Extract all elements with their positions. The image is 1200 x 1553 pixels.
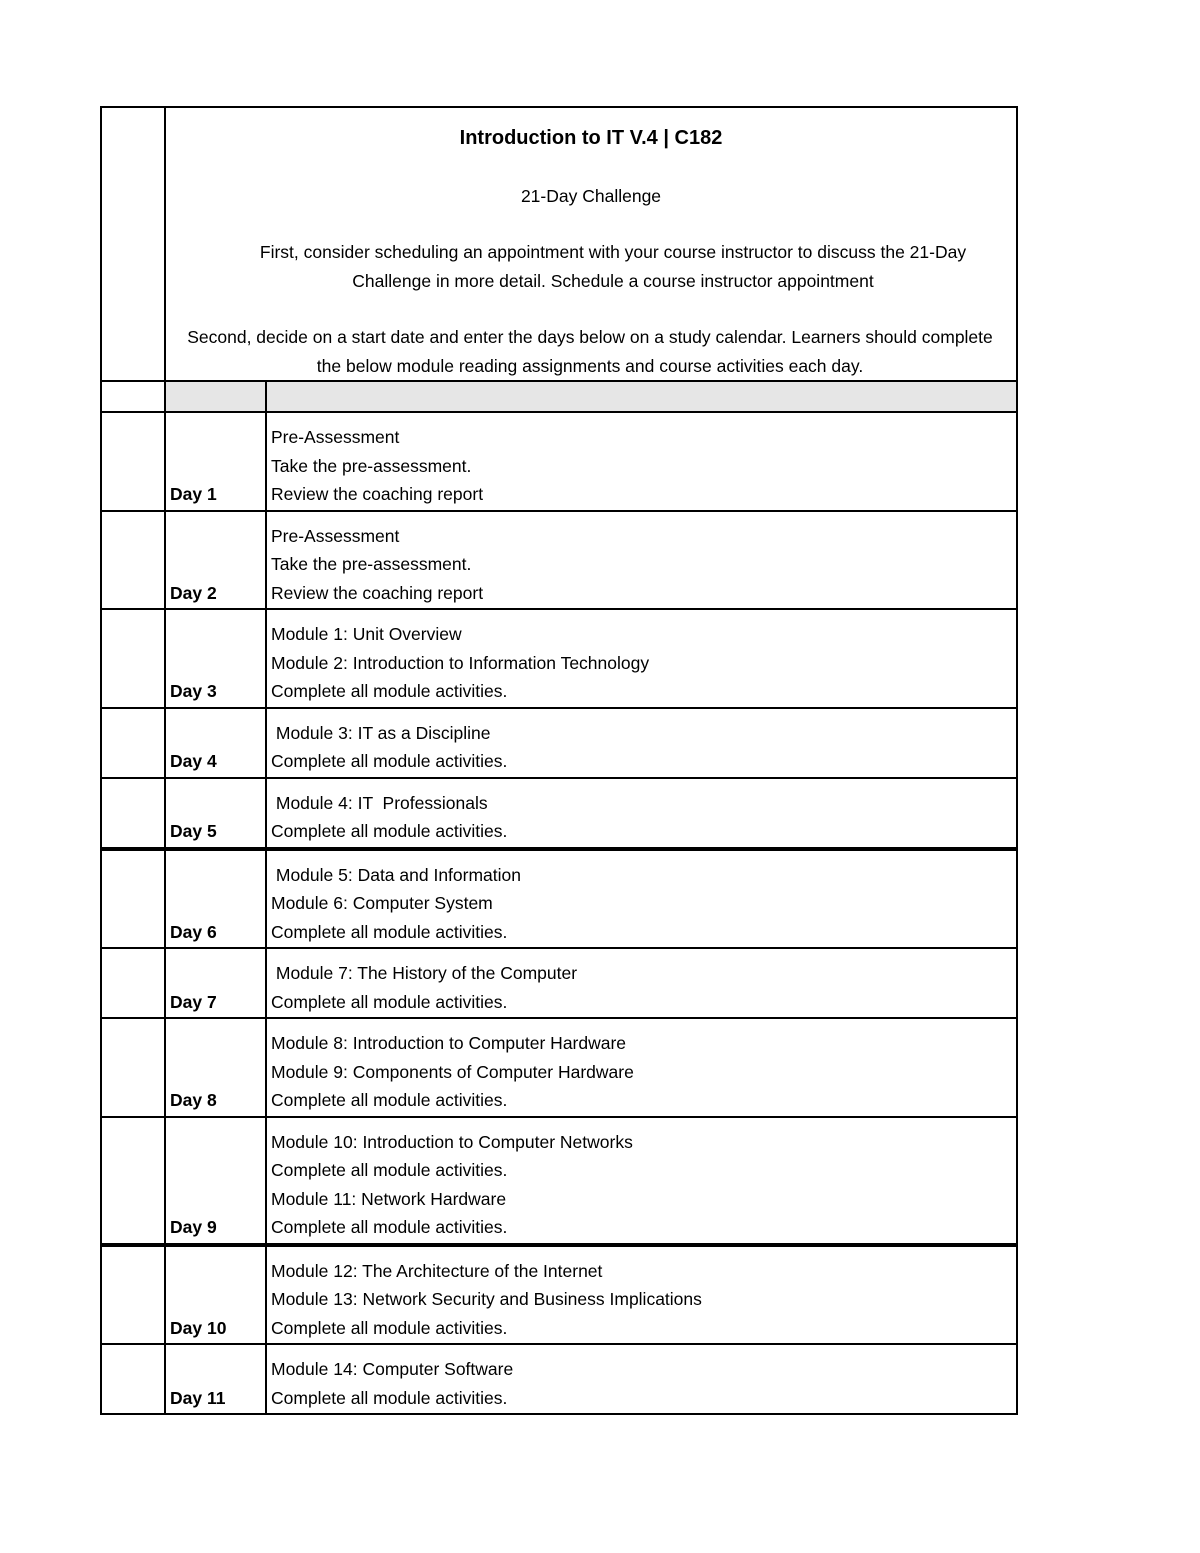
task-line: Pre-Assessment [271,525,400,546]
task-line: Complete all module activities. [271,821,508,841]
task-line: Complete all module activities. [271,1090,508,1110]
column-header-row [101,381,1017,412]
day-tasks [266,948,1017,1018]
day-label: Day 3 [165,609,266,708]
blank-cell [101,1344,165,1414]
task-line: Complete all module activities. [271,1217,508,1237]
blank-cell [101,1245,165,1345]
task-line: Complete all module activities. [271,681,508,701]
shaded-header-cell [165,381,266,412]
task-line: Module 13: Network Security and Business Implications [271,1289,702,1309]
day-tasks [266,609,1017,708]
task-line: Module 6: Computer System [271,893,493,913]
task-line: Module 8: Introduction to Computer Hardware [271,1033,627,1053]
blank-cell [101,381,165,412]
task-line: Review the coaching report [271,582,484,603]
blank-cell [101,708,165,778]
task-line: Complete all module activities. [271,1317,508,1338]
task-line: Module 14: Computer Software [271,1359,514,1379]
task-line: Take the pre-assessment. [271,554,472,574]
instruction-paragraph-2: Second, decide on a start date and enter the days below on a study calendar. Learners should complete the below module reading assignments and course activities each day. [187,327,993,376]
day-tasks [266,849,1017,949]
day-row [101,412,1017,511]
blank-cell [101,1018,165,1117]
day-row [101,1245,1017,1345]
day-tasks [266,778,1017,849]
day-row [101,948,1017,1018]
blank-cell [101,107,165,381]
task-line: Module 5: Data and Information [271,864,522,885]
task-line: Complete all module activities. [271,921,508,942]
day-label: Day 8 [165,1018,266,1117]
task-line: Module 4: IT Professionals [271,792,488,813]
day-row [101,1117,1017,1245]
day-label: Day 4 [165,708,266,778]
day-tasks [266,1245,1017,1345]
challenge-table [100,106,1018,1415]
header-row [101,107,1017,381]
day-label: Day 10 [165,1245,266,1345]
task-line: Module 10: Introduction to Computer Networks [271,1131,633,1152]
document-title: Introduction to IT V.4 | C182 [459,127,723,149]
task-line: Review the coaching report [271,484,484,504]
task-line: Complete all module activities. [271,1387,508,1408]
blank-cell [101,1117,165,1245]
day-label: Day 7 [165,948,266,1018]
task-line: Module 12: The Architecture of the Internet [271,1260,603,1281]
day-label: Day 6 [165,849,266,949]
day-tasks [266,1344,1017,1414]
task-line: Complete all module activities. [271,751,508,771]
task-line: Module 1: Unit Overview [271,624,462,644]
shaded-header-cell [266,381,1017,412]
task-line: Module 3: IT as a Discipline [271,722,491,743]
instruction-paragraph-1: First, consider scheduling an appointment with your course instructor to discuss the 21-Day Challenge in more detail. Schedule a course instructor appointment [259,242,967,291]
day-row [101,708,1017,778]
blank-cell [101,948,165,1018]
task-line: Module 2: Introduction to Information Technology [271,652,650,673]
day-tasks [266,412,1017,511]
day-tasks [266,1018,1017,1117]
day-label: Day 11 [165,1344,266,1414]
day-row [101,609,1017,708]
header-cell [165,107,1017,381]
day-row [101,1344,1017,1414]
day-tasks [266,1117,1017,1245]
task-line: Pre-Assessment [271,427,400,447]
day-label: Day 1 [165,412,266,511]
blank-cell [101,412,165,511]
task-line: Module 9: Components of Computer Hardware [271,1061,634,1082]
blank-cell [101,778,165,849]
task-line: Complete all module activities. [271,1160,508,1180]
blank-cell [101,511,165,610]
day-row [101,1018,1017,1117]
task-line: Take the pre-assessment. [271,455,472,476]
day-label: Day 9 [165,1117,266,1245]
day-label: Day 5 [165,778,266,849]
task-line: Complete all module activities. [271,991,508,1012]
task-line: Module 7: The History of the Computer [271,963,578,983]
day-row [101,778,1017,849]
task-line: Module 11: Network Hardware [271,1188,507,1209]
blank-cell [101,609,165,708]
blank-cell [101,849,165,949]
day-row [101,849,1017,949]
day-row [101,511,1017,610]
day-tasks [266,511,1017,610]
document-subtitle: 21-Day Challenge [520,186,662,206]
day-label: Day 2 [165,511,266,610]
day-tasks [266,708,1017,778]
